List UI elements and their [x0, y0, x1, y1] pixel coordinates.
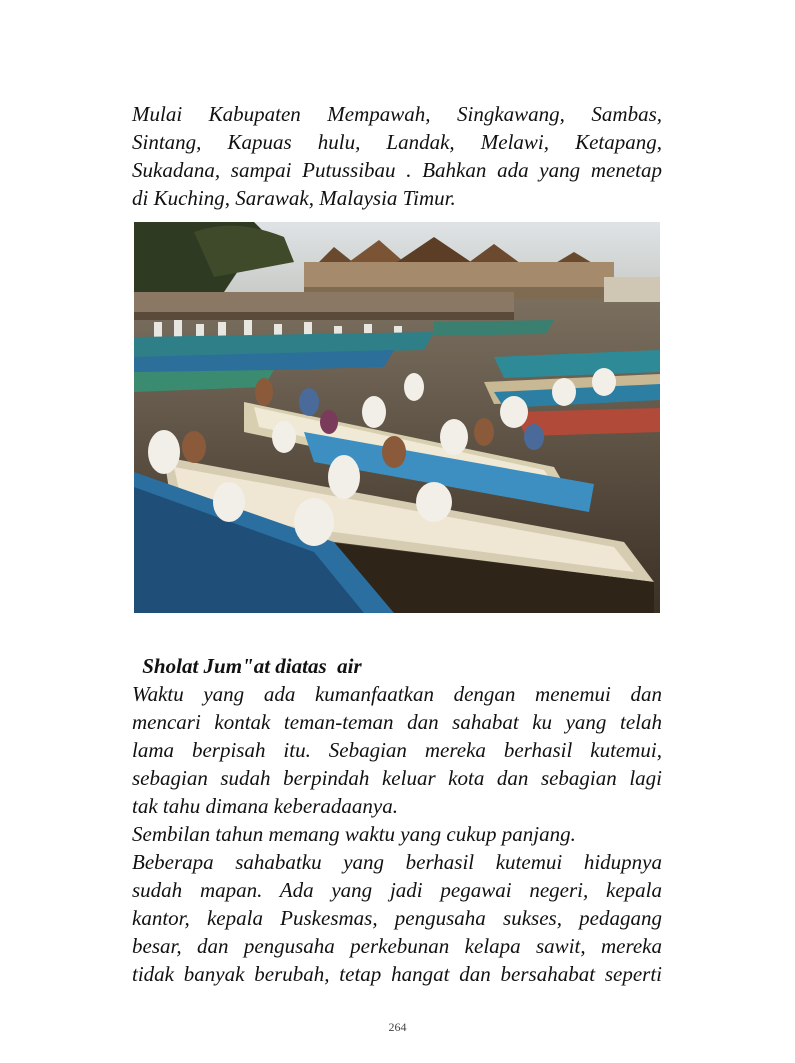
- page-number: 264: [388, 1020, 407, 1034]
- text-line: besar, dan pengusaha perkebunan kelapa sawit, mereka: [132, 934, 662, 958]
- boats-prayer-photo: [134, 222, 660, 613]
- text-line: lama berpisah itu. Sebagian mereka berhasil kutemui,: [132, 738, 662, 762]
- text-line: sudah mapan. Ada yang jadi pegawai negeri, kepala: [132, 878, 662, 902]
- text-line: sebagian sudah berpindah keluar kota dan sebagian lagi: [132, 766, 662, 790]
- text-line: Sukadana, sampai Putussibau . Bahkan ada yang menetap: [132, 158, 662, 182]
- text-line: Sintang, Kapuas hulu, Landak, Melawi, Ketapang,: [132, 130, 662, 154]
- text-line: di Kuching, Sarawak, Malaysia Timur.: [132, 186, 456, 210]
- section-heading: Sholat Jum"at diatas air: [137, 654, 362, 678]
- text-line: Sembilan tahun memang waktu yang cukup panjang.: [132, 822, 576, 846]
- text-line: Mulai Kabupaten Mempawah, Singkawang, Sambas,: [132, 102, 662, 126]
- text-line: mencari kontak teman-teman dan sahabat ku yang telah: [132, 710, 662, 734]
- text-line: Waktu yang ada kumanfaatkan dengan menemui dan: [132, 682, 662, 706]
- text-line: kantor, kepala Puskesmas, pengusaha sukses, pedagang: [132, 906, 662, 930]
- text-line: Beberapa sahabatku yang berhasil kutemui hidupnya: [132, 850, 662, 874]
- paragraph-friends-settled: [132, 848, 662, 988]
- paragraph-locations: [132, 100, 662, 212]
- paragraph-nine-years: [132, 820, 662, 848]
- text-line: tak tahu dimana keberadaanya.: [132, 794, 398, 818]
- paragraph-meeting-friends: [132, 680, 662, 820]
- text-line: tidak banyak berubah, tetap hangat dan bersahabat seperti: [132, 962, 662, 986]
